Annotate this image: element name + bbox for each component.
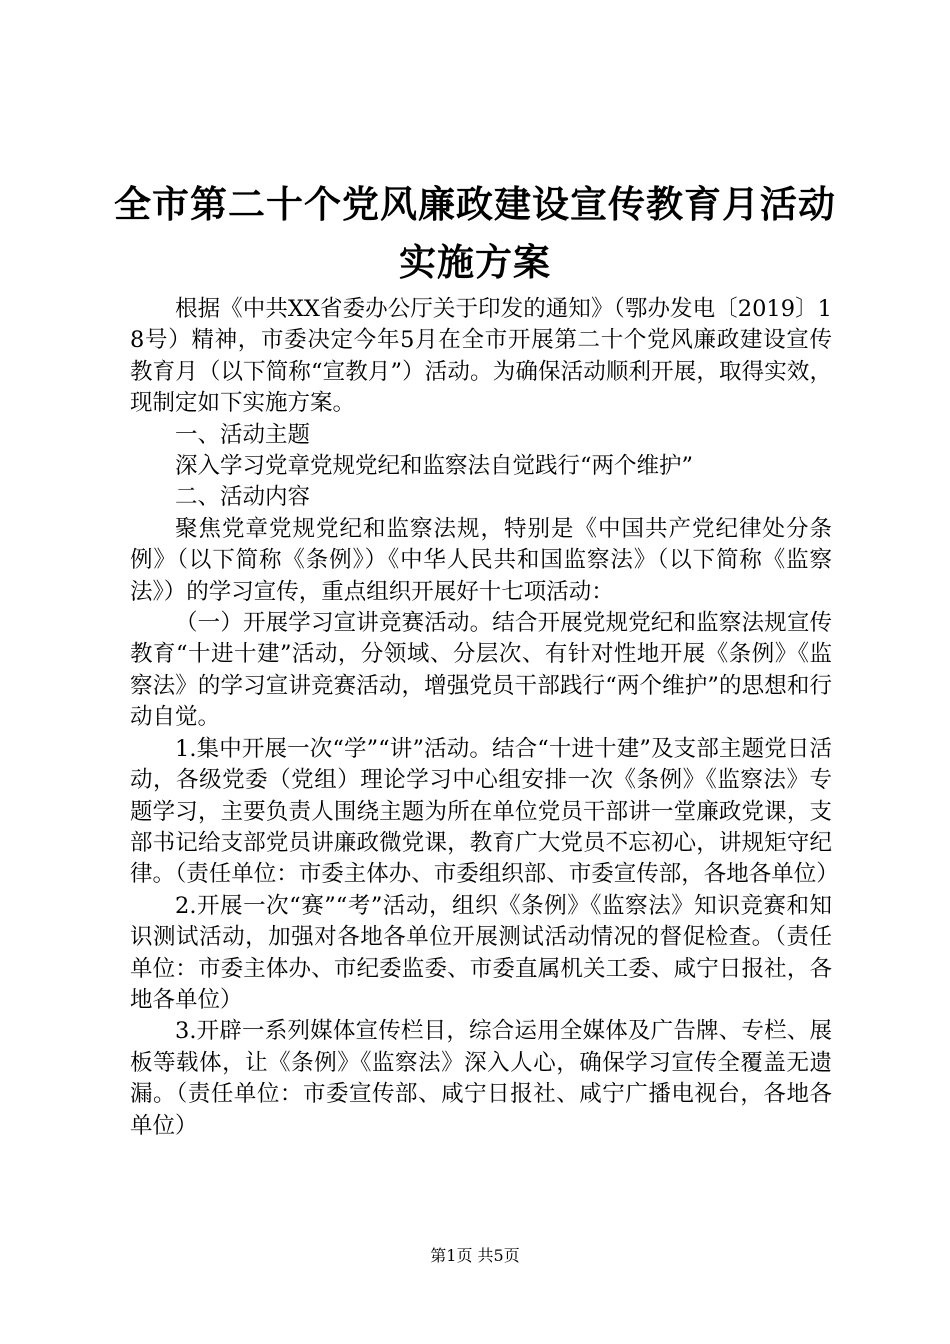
paragraph-subitem-2: 2.开展一次“赛”“考”活动，组织《条例》《监察法》知识竞赛和知识测试活动，加强对各地各单位开展测试活动情况的督促检查。（责任单位：市委主体办、市纪委监委、市委直属机关工委、咸宁日报社，各地各单位） xyxy=(130,892,832,1013)
document-title: 全市第二十个党风廉政建设宣传教育月活动实施方案 xyxy=(114,183,836,284)
paragraph-subitem-3: 3.开辟一系列媒体宣传栏目，综合运用全媒体及广告牌、专栏、展板等载体，让《条例》《监察法》深入人心，确保学习宣传全覆盖无遗漏。（责任单位：市委宣传部、咸宁日报社、咸宁广播电视台，各地各单位） xyxy=(130,1018,832,1139)
paragraph-subitem-1: 1.集中开展一次“学”“讲”活动。结合“十进十建”及支部主题党日活动，各级党委（党组）理论学习中心组安排一次《条例》《监察法》专题学习，主要负责人围绕主题为所在单位党员干部讲一堂廉政党课，支部书记给支部党员讲廉政微党课，教育广大党员不忘初心，讲规矩守纪律。（责任单位：市委主体办、市委组织部、市委宣传部，各地各单位） xyxy=(130,735,839,888)
paragraph-intro: 根据《中共XX省委办公厅关于印发的通知》（鄂办发电〔2019〕18号）精神，市委决定今年5月在全市开展第二十个党风廉政建设宣传教育月（以下简称“宣教月”）活动。为确保活动顺利开展，取得实效，现制定如下实施方案。 xyxy=(130,296,832,417)
document-body xyxy=(130,294,839,1142)
page-footer: 第1页 共5页 xyxy=(430,1246,520,1265)
section-heading-content: 二、活动内容 xyxy=(175,484,311,511)
paragraph-theme: 深入学习党章党规党纪和监察法自觉践行“两个维护” xyxy=(175,453,694,480)
section-heading-theme: 一、活动主题 xyxy=(175,421,311,448)
paragraph-item-one: （一）开展学习宣讲竞赛活动。结合开展党规党纪和监察法规宣传教育“十进十建”活动，分领域、分层次、有针对性地开展《条例》《监察法》的学习宣讲竞赛活动，增强党员干部践行“两个维护”的思想和行动自觉。 xyxy=(130,610,832,731)
paragraph-content: 聚焦党章党规党纪和监察法规，特别是《中国共产党纪律处分条例》（以下简称《条例》）《中华人民共和国监察法》（以下简称《监察法》）的学习宣传，重点组织开展好十七项活动： xyxy=(130,515,832,605)
